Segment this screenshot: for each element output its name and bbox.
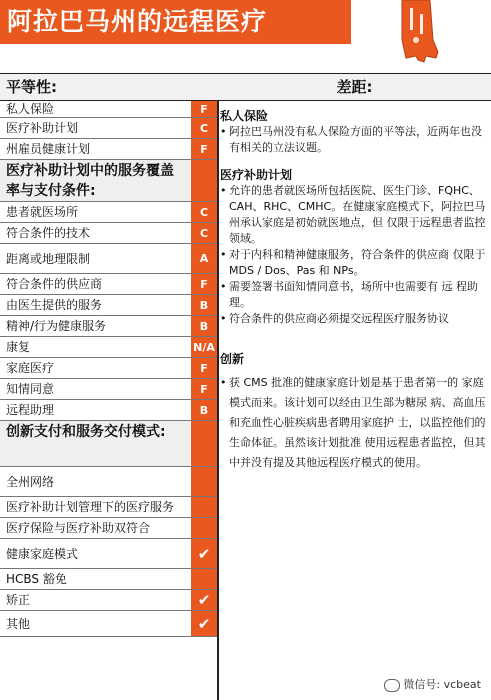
grade-badge: B — [190, 400, 217, 420]
table-row — [0, 244, 217, 274]
grade-badge: F — [190, 139, 217, 159]
section-title-medicaid: 医疗补助计划 — [220, 168, 293, 182]
row-label: 知情同意 — [6, 382, 55, 396]
table-row — [0, 497, 217, 518]
grade-check-icon: ✔ — [190, 611, 217, 636]
column-divider — [217, 101, 219, 700]
row-label: 距离或地理限制 — [6, 252, 91, 266]
grade-badge: F — [190, 274, 217, 294]
table-row — [0, 295, 217, 316]
row-label: 私人保险 — [6, 102, 55, 116]
alabama-map-icon — [396, 0, 448, 66]
column-header-gap: 差距: — [336, 78, 373, 96]
grade-check-icon: ✔ — [190, 539, 217, 568]
table-row — [0, 518, 217, 539]
row-label: 医疗补助计划管理下的医疗服务 — [6, 500, 175, 514]
row-label: 医疗补助计划中的服务覆盖率与支付条件: — [6, 163, 174, 199]
page-title: 阿拉巴马州的远程医疗 — [0, 0, 351, 44]
grade-badge: F — [190, 101, 217, 117]
note-bullet: • 需要签署书面知情同意书，场所中也需要有 远 程助理。 — [220, 279, 486, 311]
grade-badge: B — [190, 316, 217, 336]
table-row — [0, 202, 217, 223]
row-label: 其他 — [6, 617, 31, 631]
grade-badge — [190, 160, 217, 201]
gap-notes — [220, 101, 488, 700]
row-label: 医疗补助计划 — [6, 121, 79, 135]
table-row — [0, 316, 217, 337]
row-label: 患者就医场所 — [6, 205, 79, 219]
banner — [0, 0, 491, 70]
table-row — [0, 223, 217, 244]
grade-badge: A — [190, 244, 217, 273]
note-bullet: • 对于内科和精神健康服务，符合条件的供应商 仅限于 MDS / Dos、Pas 和 NPs。 — [220, 247, 486, 279]
grade-badge — [190, 569, 217, 589]
section-header-row — [0, 160, 217, 202]
grade-table — [0, 101, 217, 700]
grade-badge: B — [190, 295, 217, 315]
row-label: 精神/行为健康服务 — [6, 319, 107, 333]
wechat-footer — [384, 676, 481, 692]
section-title-innovation: 创新 — [220, 352, 245, 366]
table-row — [0, 358, 217, 379]
grade-badge: C — [190, 202, 217, 222]
table-row — [0, 379, 217, 400]
table-row — [0, 467, 217, 497]
wechat-icon — [384, 679, 400, 692]
row-label: 由医生提供的服务 — [6, 298, 103, 312]
grade-badge: F — [190, 379, 217, 399]
grade-badge — [190, 421, 217, 466]
table-row — [0, 139, 217, 160]
grade-badge — [190, 467, 217, 496]
table-row — [0, 539, 217, 569]
row-label: HCBS 豁免 — [6, 572, 67, 586]
row-label: 家庭医疗 — [6, 361, 55, 375]
row-label: 健康家庭模式 — [6, 547, 79, 561]
table-row — [0, 274, 217, 295]
section-header-row — [0, 421, 217, 467]
table-row — [0, 101, 217, 118]
row-label: 远程助理 — [6, 403, 55, 417]
row-label: 矫正 — [6, 593, 31, 607]
row-label: 符合条件的供应商 — [6, 277, 103, 291]
grade-badge — [190, 518, 217, 538]
table-header — [0, 73, 491, 101]
table-row — [0, 400, 217, 421]
row-label: 康复 — [6, 340, 31, 354]
row-label: 符合条件的技术 — [6, 226, 91, 240]
grade-badge: C — [190, 223, 217, 243]
table-row — [0, 590, 217, 611]
section-title-private-insurance: 私人保险 — [220, 109, 269, 123]
table-row — [0, 118, 217, 139]
grade-badge — [190, 497, 217, 517]
note-bullet: • 获 CMS 批准的健康家庭计划是基于患者第一的 家庭模式而来。该计划可以经由卫生部为糖尿 病、高血压和充血性心脏疾病患者聘用家庭护 士，以监控他们的生命体征。虽然该计划批准 使用远程患者监控，但其中并没有提及其他远程医疗模式的使用。 — [220, 373, 486, 473]
grade-badge: N/A — [190, 337, 217, 357]
table-row — [0, 337, 217, 358]
note-bullet: • 阿拉巴马州没有私人保险方面的平等法，近两年也没有相关的立法议题。 — [220, 124, 486, 156]
grade-badge: F — [190, 358, 217, 378]
note-bullet: • 符合条件的供应商必须提交远程医疗服务协议 — [220, 311, 486, 327]
grade-badge: C — [190, 118, 217, 138]
table-row — [0, 611, 217, 637]
row-label: 州雇员健康计划 — [6, 142, 91, 156]
row-label: 全州网络 — [6, 475, 55, 489]
footer-text: 微信号: vcbeat — [403, 678, 481, 691]
row-label: 医疗保险与医疗补助双符合 — [6, 521, 151, 535]
grade-check-icon: ✔ — [190, 590, 217, 610]
note-bullet: • 允许的患者就医场所包括医院、医生门诊、FQHC、CAH、RHC、CMHC。在健康家庭模式下，阿拉巴马州承认家庭是初始就医地点，但 仅限于远程患者监控领域。 — [220, 183, 486, 247]
row-label: 创新支付和服务交付模式: — [6, 424, 166, 440]
column-header-equality: 平等性: — [6, 78, 57, 96]
table-row — [0, 569, 217, 590]
